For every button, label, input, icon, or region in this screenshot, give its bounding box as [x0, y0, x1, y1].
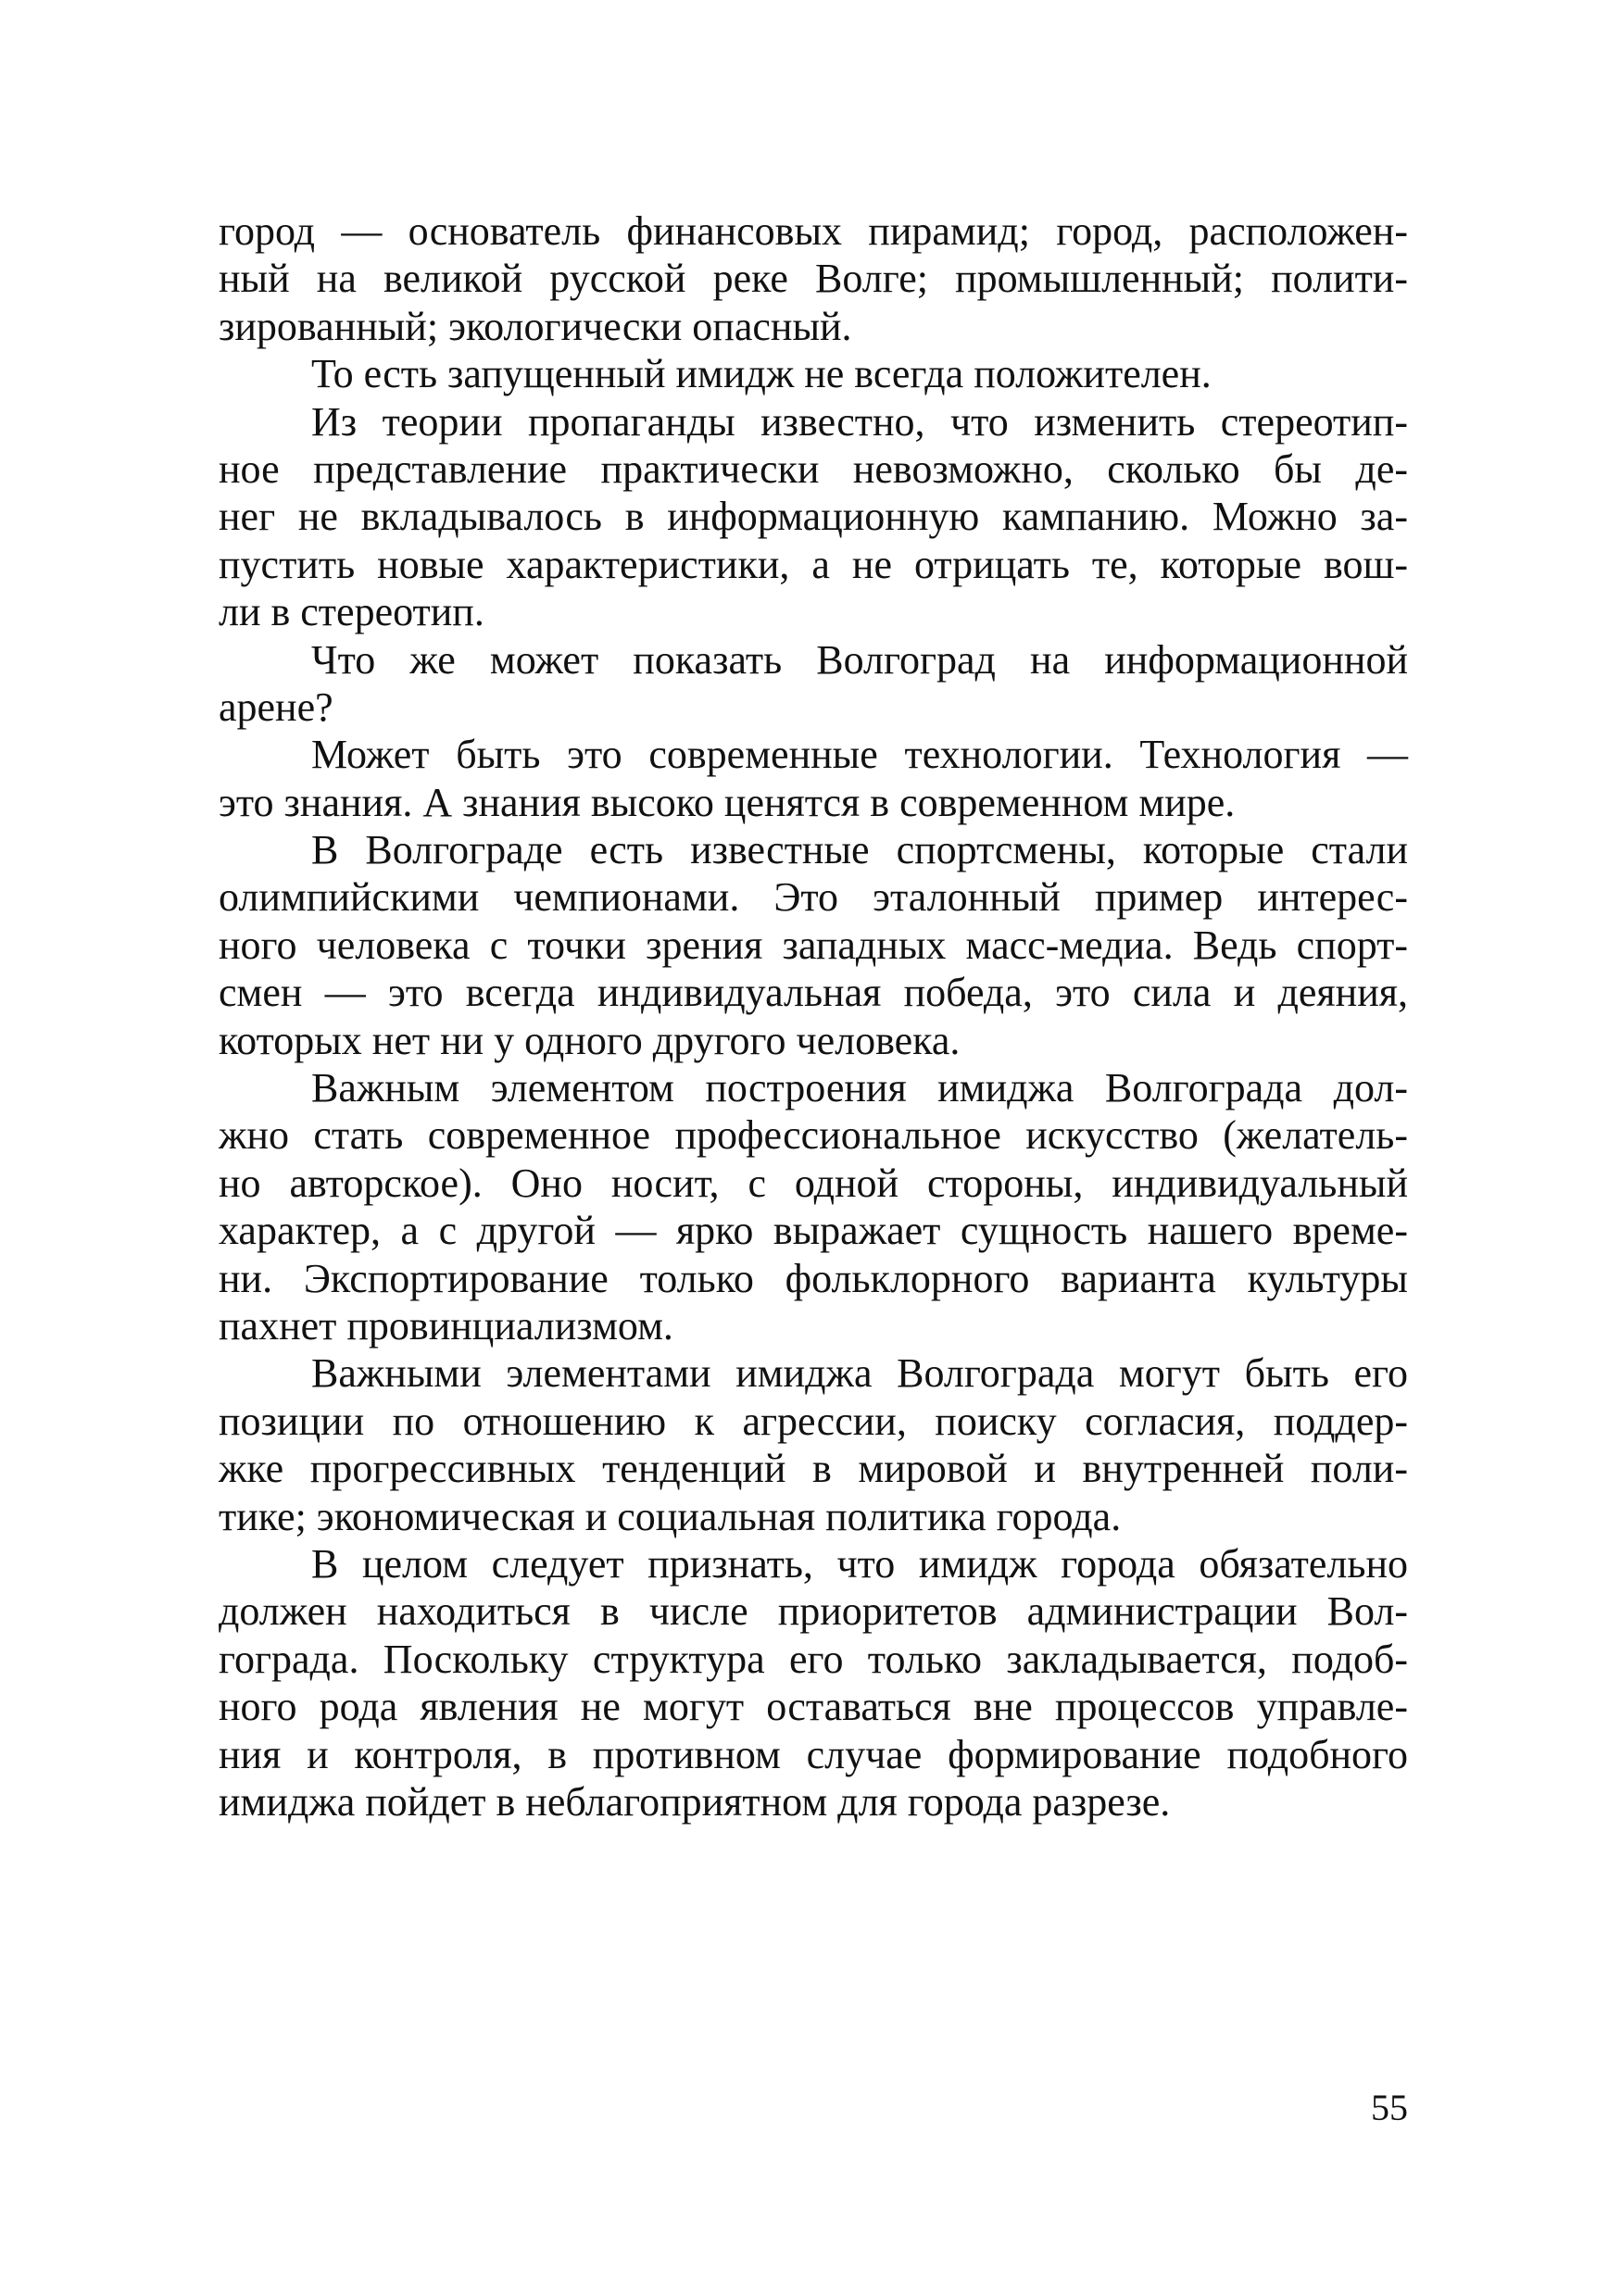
text-line: зированный; экологически опасный. — [219, 303, 852, 349]
text-line: ного рода явления не могут оставаться вне процессов управле- — [219, 1684, 1408, 1730]
text-line: тике; экономическая и социальная политика города. — [219, 1493, 1122, 1539]
text-line: жно стать современное профессиональное искусство (желатель- — [219, 1112, 1408, 1159]
text-line: ли в стереотип. — [219, 589, 484, 635]
text-line: Из теории пропаганды известно, что изменить стереотип- — [311, 398, 1408, 445]
text-line: но авторское). Оно носит, с одной стороны, индивидуальный — [219, 1160, 1408, 1206]
text-line: жке прогрессивных тенденций в мировой и внутренней поли- — [219, 1446, 1408, 1492]
text-line: которых нет ни у одного другого человека. — [219, 1017, 961, 1063]
text-line: Важными элементами имиджа Волгограда могут быть его — [311, 1350, 1408, 1397]
text-line: имиджа пойдет в неблагоприятном для города разрезе. — [219, 1778, 1171, 1825]
text-line: ное представление практически невозможно, сколько бы де- — [219, 445, 1408, 492]
text-line: То есть запущенный имидж не всегда положителен. — [311, 351, 1212, 397]
text-line: В целом следует признать, что имидж города обязательно — [311, 1540, 1408, 1587]
text-line: ный на великой русской реке Волге; промышленный; полити- — [219, 256, 1408, 302]
text-line: Важным элементом построения имиджа Волгограда дол- — [311, 1065, 1408, 1111]
text-line: В Волгограде есть известные спортсмены, которые стали — [311, 827, 1408, 873]
text-line: Что же может показать Волгоград на информационной — [311, 636, 1408, 683]
text-line: пахнет провинциализмом. — [219, 1302, 673, 1349]
text-line: ни. Экспортирование только фольклорного варианта культуры — [219, 1255, 1408, 1301]
text-line: должен находиться в числе приоритетов администрации Вол- — [219, 1588, 1408, 1635]
text-line: гограда. Поскольку структура его только закладывается, подоб- — [219, 1636, 1408, 1682]
text-line: позиции по отношению к агрессии, поиску согласия, поддер- — [219, 1398, 1408, 1444]
text-line: ния и контроля, в противном случае формирование подобного — [219, 1731, 1408, 1777]
text-line: это знания. А знания высоко ценятся в современном мире. — [219, 779, 1236, 825]
text-line: пустить новые характеристики, а не отрицать те, которые вош- — [219, 541, 1408, 587]
text-line: нег не вкладывалось в информационную кампанию. Можно за- — [219, 494, 1408, 540]
page-number: 55 — [1371, 2087, 1408, 2128]
text-line: олимпийскими чемпионами. Это эталонный пример интерес- — [219, 874, 1408, 921]
body-text — [219, 207, 1408, 1826]
text-line: характер, а с другой — ярко выражает сущность нашего време- — [219, 1208, 1408, 1254]
text-line: ного человека с точки зрения западных масс-медиа. Ведь спорт- — [219, 922, 1408, 968]
text-line: город — основатель финансовых пирамид; город, расположен- — [219, 208, 1408, 254]
text-line: Может быть это современные технологии. Технология — — [311, 732, 1408, 778]
text-line: арене? — [219, 684, 333, 730]
text-line: смен — это всегда индивидуальная победа, это сила и деяния, — [219, 970, 1408, 1016]
